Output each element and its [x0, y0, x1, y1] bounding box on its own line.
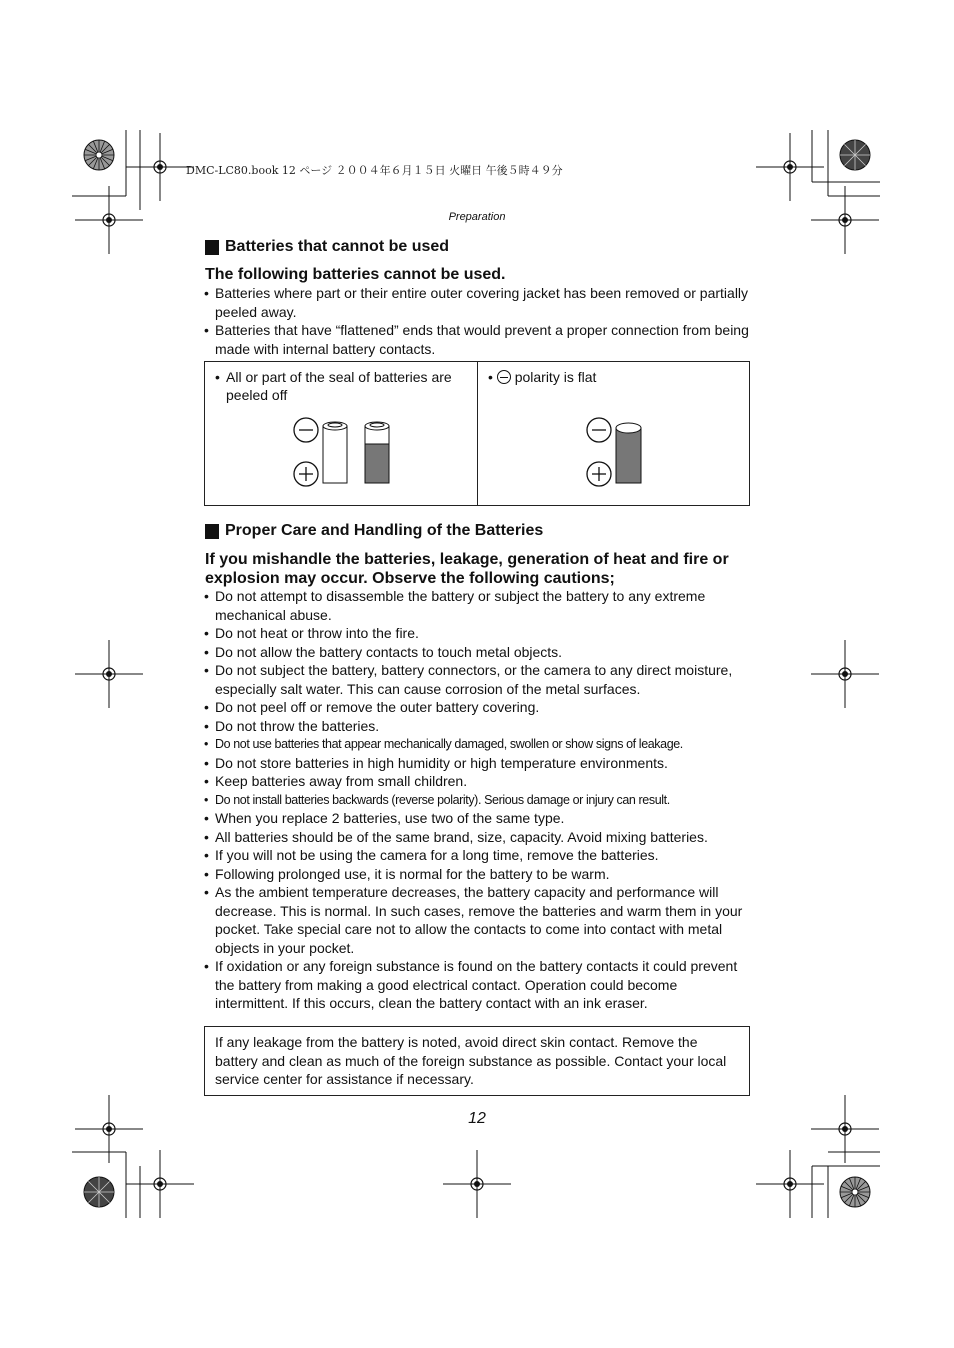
list-item: • Do not store batteries in high humidity or high temperature environments.	[204, 754, 668, 771]
list-item: • Batteries where part or their entire outer covering jacket has been removed or partially peeled away.	[204, 285, 749, 320]
minus-icon	[497, 370, 511, 384]
section2-bullet-list	[204, 587, 754, 1013]
list-item: • Batteries that have “flattened” ends that would prevent a proper connection from being made with internal battery contacts.	[204, 322, 749, 357]
section1-heading	[205, 238, 449, 256]
section2-title: Proper Care and Handling of the Batteries	[225, 522, 544, 539]
registration-star-icon	[84, 140, 114, 170]
registration-star-icon	[84, 1177, 114, 1207]
list-item: • If you will not be using the camera for a long time, remove the batteries.	[204, 847, 659, 863]
file-header: DMC-LC80.book 12 ページ ２００４年６月１５日 火曜日 午後５時４９分	[186, 164, 563, 177]
registration-star-icon	[840, 140, 870, 170]
registration-mark-icon	[811, 1095, 879, 1163]
battery-illustration-table	[204, 361, 750, 506]
table-cell-right-text: • polarity is flat	[488, 369, 597, 385]
registration-mark-icon	[126, 1150, 194, 1218]
registration-mark-icon	[756, 133, 824, 201]
registration-mark-icon	[443, 1150, 511, 1218]
flat-battery-illustration	[582, 414, 662, 489]
section2-heading	[205, 522, 543, 540]
section2-subtitle: If you mishandle the batteries, leakage, generation of heat and fire or explosion may occur. Observe the following cautions;	[205, 551, 729, 587]
list-item: • Do not install batteries backwards (reverse polarity). Serious damage or injury can result.	[204, 792, 670, 807]
list-item: • When you replace 2 batteries, use two of the same type.	[204, 810, 565, 826]
section-label: Preparation	[448, 211, 506, 223]
square-bullet-icon	[205, 240, 219, 255]
leakage-note-box: If any leakage from the battery is noted, avoid direct skin contact. Remove the battery and clean as much of the foreign substance as possible. Contact your local service center for assistance if necessary.	[204, 1026, 750, 1096]
list-item: • Do not heat or throw into the fire.	[204, 625, 419, 641]
table-cell-left-text: • All or part of the seal of batteries are peeled off	[215, 369, 452, 403]
list-item: • Do not subject the battery, battery connectors, or the camera to any direct moisture, especially salt water. This can cause corrosion of the metal surfaces.	[204, 662, 733, 697]
list-item: • Do not use batteries that appear mechanically damaged, swollen or show signs of leakage.	[204, 737, 683, 751]
table-cell-right	[478, 362, 749, 505]
list-item: • All batteries should be of the same brand, size, capacity. Avoid mixing batteries.	[204, 828, 708, 845]
registration-mark-icon	[75, 1095, 143, 1163]
list-item: • As the ambient temperature decreases, the battery capacity and performance will decrease. This is normal. In such cases, remove the batteries and warm them in your pocket. Take special care not to allow the contacts to come into contact with metal objects in your pocket.	[204, 884, 743, 956]
registration-mark-icon	[126, 133, 194, 201]
list-item: • Do not allow the battery contacts to touch metal objects.	[204, 643, 563, 660]
list-item: • Do not attempt to disassemble the battery or subject the battery to any extreme mechanical abuse.	[204, 588, 706, 623]
list-item: • If oxidation or any foreign substance is found on the battery contacts it could prevent the battery from making a good electrical contact. Operation could become intermittent. If this occurs, clean the battery contact with an ink eraser.	[204, 958, 738, 1011]
list-item: • Do not peel off or remove the outer battery covering.	[204, 699, 540, 715]
list-item: • Following prolonged use, it is normal for the battery to be warm.	[204, 865, 610, 882]
section1-title: Batteries that cannot be used	[225, 238, 450, 255]
list-item: • Do not throw the batteries.	[204, 717, 380, 734]
peeled-battery-illustration	[289, 414, 399, 489]
table-cell-left	[205, 362, 478, 505]
list-item: • Keep batteries away from small children.	[204, 773, 468, 789]
section1-bullet-list	[204, 284, 750, 358]
registration-star-icon	[840, 1177, 870, 1207]
section1-subtitle: The following batteries cannot be used.	[205, 266, 506, 283]
square-bullet-icon	[205, 524, 219, 539]
page-number: 12	[468, 1110, 486, 1127]
registration-mark-icon	[811, 640, 879, 708]
registration-mark-icon	[75, 640, 143, 708]
registration-mark-icon	[756, 1150, 824, 1218]
